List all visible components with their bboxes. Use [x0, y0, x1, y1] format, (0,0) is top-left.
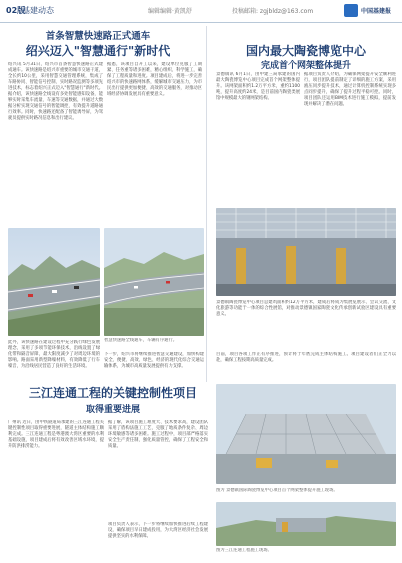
article3-photo-caption: 图为三江连通工程施工现场。: [216, 548, 272, 553]
article1-photo-2: [104, 228, 204, 336]
article1-body4: 下一步，绍兴市将继续推进智慧交通建设，加快构建安全、便捷、高效、绿色、经济的现代化综合交通运输体系，为城市高质量发展提供有力支撑。: [104, 352, 204, 369]
article1-title-line2: 绍兴迈入"智慧通行"新时代: [25, 44, 171, 58]
page-number: 02版: [6, 6, 26, 15]
article2-body3: 景德镇陶瓷博览中心项目总建筑面积约12万平方米，建成后将成为集展览展示、会议交流、文化旅游等功能于一体的综合性展馆，对推动景德镇国家陶瓷文化传承创新试验区建设具有重要意义。: [216, 300, 396, 317]
article2-body4: 目前，项目各项工作正有序推进，预计将于年底完成主体结构施工。项目建设者们正全力以赴，确保工程按期高质量完成。: [216, 352, 396, 363]
publication-logo: [344, 3, 396, 19]
submission-email: 投稿邮箱: zgjbldz@163.com: [232, 8, 314, 15]
article3-title-line2: 取得重要进展: [85, 405, 140, 415]
article1-photo-caption: 智慧快速路全线通车，车辆有序通行。: [104, 338, 178, 343]
column-divider: [206, 26, 207, 382]
article3-body1: 广州讯 近日，由中铁隧道局承建的三江连通工程关键控制性项目取得重要进展，隧道主体结构施工顺利完成。三江连通工程是粤港澳大湾区重要的水利基础设施，项目建成后将有效改善区域水环境，提升防洪排涝能力。: [8, 420, 104, 449]
article2-photo-2: [216, 384, 396, 484]
article2-body2: 据项目负责人介绍，为确保网架提升安全顺利进行，项目团队提前制定了详细的施工方案，采用液压同步提升技术，通过计算机控制系统实现多点同步提升，确保了提升过程平稳可控。同时，项目团队还运用BIM技术进行施工模拟，提前发现并解决了潜在问题。: [304, 72, 396, 107]
article1-body2: 据悉，该项目自开工以来，建设单位克服了工期紧、任务重等诸多困难，精心组织、科学施工，确保了工程质量和进度。项目建成后，将进一步完善绍兴市的快速路网体系，缓解城市交通压力，为市民出行提供更加便捷、高效的交通服务，对推动区域经济协调发展具有重要意义。: [107, 62, 202, 97]
article1-title-line1: 首条智慧快速路正式通车: [45, 31, 151, 42]
article2-title-line1: 国内最大陶瓷博览中心: [245, 44, 366, 58]
logo-text: 中国基建报: [361, 8, 392, 15]
article1-photo: [8, 228, 100, 336]
article3-body2: 据了解，该项目施工难度大、技术要求高，建设团队采用了盾构法施工工艺，克服了地质条件复杂、周边环境敏感等诸多困难。施工过程中，项目部严格落实安全生产责任制，强化质量管控，确保了工程安全和质量。: [108, 420, 208, 449]
article1-body1: 绍兴讯 5月31日，绍兴市首条智慧快速路正式建成通车。该快速路是绍兴市重要的城市交通干道，全长约10公里，采用智慧交通管理系统，集成了车路协同、智能信号控制、实时路况监测等多项先进技术，标志着绍兴正式迈入"智慧通行"新时代。据介绍，该快速路全线设有多处智能感知设备，能够实时采集车流量、车速等交通数据，并通过大数据分析实现交通信号的智能调控，有效提升道路通行效率。同时，快速路还配备了智能诱导屏，为驾驶员提供实时路况信息和出行建议。: [8, 62, 103, 121]
article1-body3: 此外，该快速路在建设过程中充分践行绿色发展理念，采用了多项节能环保技术，沿线设置了绿化带和隔音屏障，最大限度减少了对周边环境的影响。路面采用新型降噪材料，有效降低了行车噪音，为沿线居民营造了良好的生活环境。: [8, 340, 100, 369]
article3-photo: [216, 502, 396, 546]
article2-title-line2: 完成首个网架整体提升: [260, 61, 351, 71]
article2-body1: 景德镇讯 6月1日，由中建三局承建的国内最大陶瓷博览中心项目完成首个网架整体提升。该网架面积约1.2万平方米，重约1100吨，提升高度约24米，是目前国内陶瓷类展馆中规模最大的钢网架结构。: [216, 72, 300, 101]
logo-icon: [344, 4, 358, 17]
article2-photo-caption: 图为 景德镇国际陶瓷博览中心项目首个网架整体提升施工现场。: [216, 488, 338, 493]
section-name: 基建动态: [22, 6, 54, 15]
page-header: [0, 0, 402, 23]
article3-title-line1: 三江连通工程的关键控制性项目: [28, 386, 197, 400]
editor-credit: 编辑编辑·黄凯舒: [148, 8, 192, 15]
article2-photo: [216, 208, 396, 296]
article3-body3: 项目负责人表示，下一步将继续加快推进后续工程建设，确保项目早日建成投用，为大湾区经济社会发展提供坚实的水利保障。: [108, 522, 208, 539]
